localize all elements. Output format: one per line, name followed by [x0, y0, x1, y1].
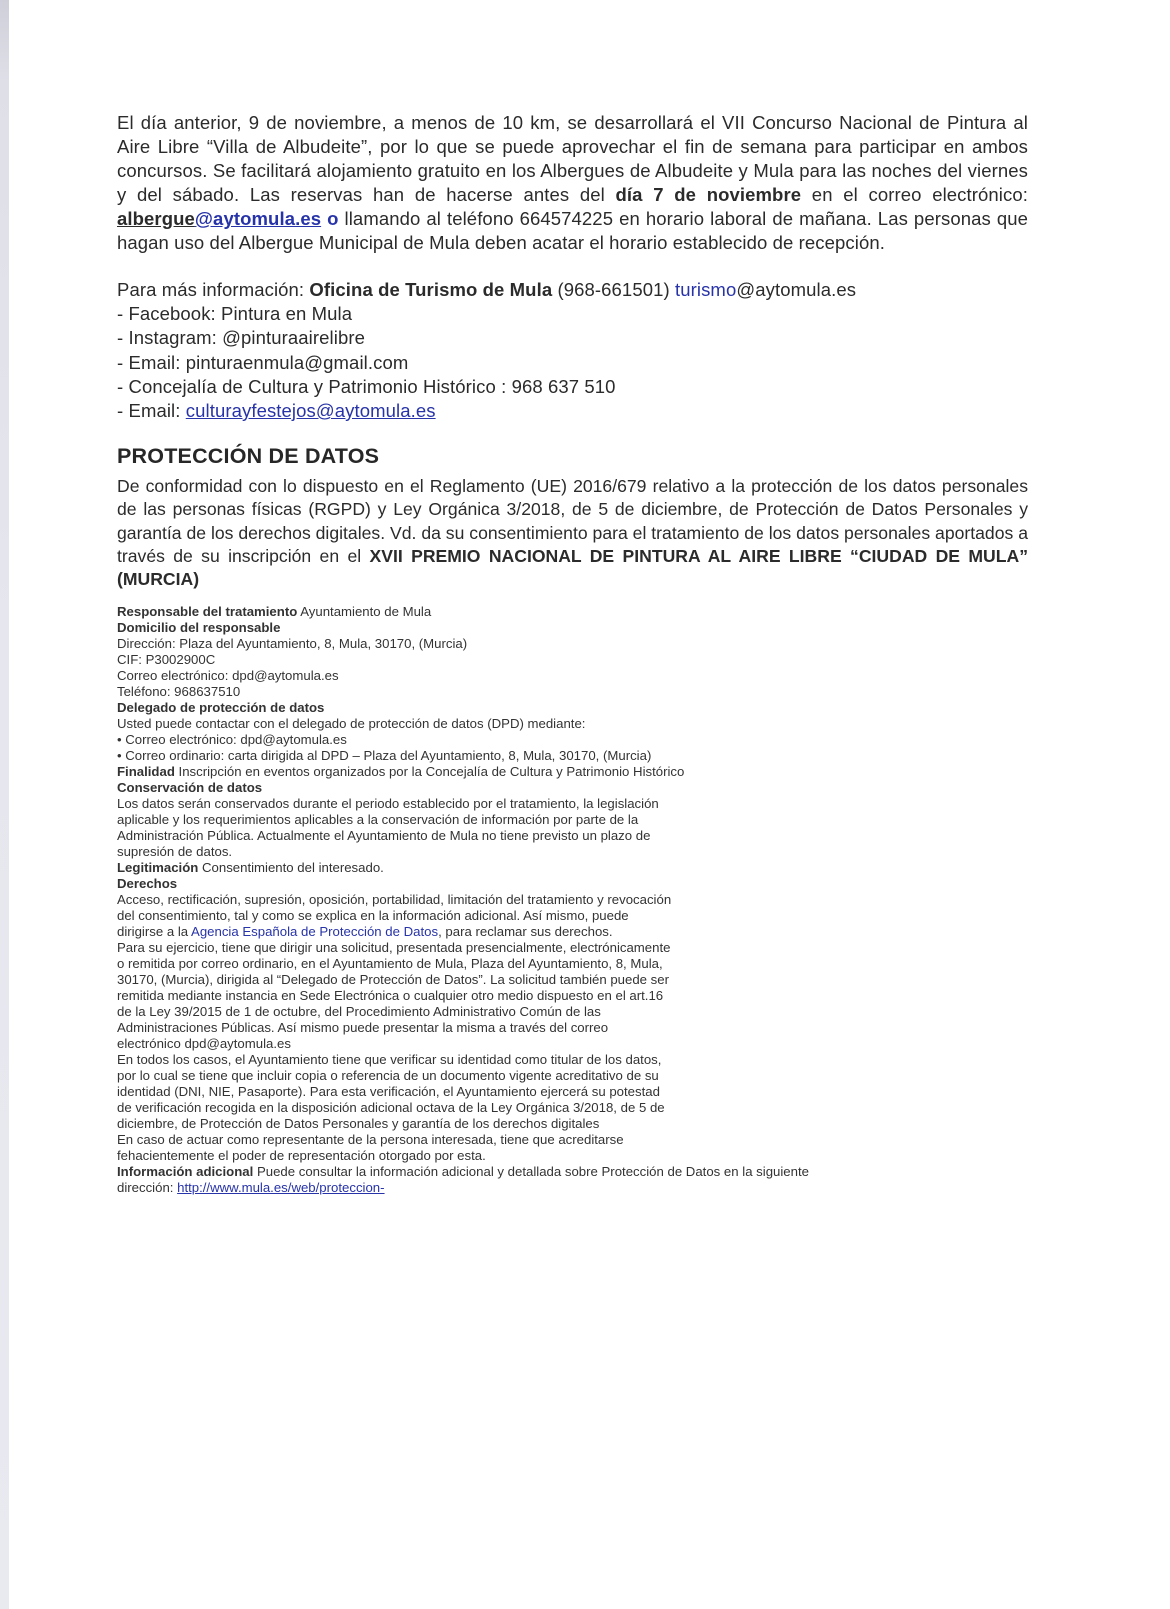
text-run: Administración Pública. Actualmente el Ayuntamiento de Mula no tiene previsto un plazo de	[117, 828, 651, 844]
text-run: Acceso, rectificación, supresión, oposición, portabilidad, limitación del tratamiento y revocación	[117, 892, 672, 908]
text-run: supresión de datos.	[117, 844, 233, 860]
detail-line	[117, 956, 1077, 972]
text-run: - Email:	[117, 400, 186, 422]
text-run: En caso de actuar como representante de la persona interesada, tiene que acreditarse	[117, 1132, 624, 1148]
text-run: - Instagram: @pinturaairelibre	[117, 327, 365, 349]
contact-info-block	[117, 278, 1028, 423]
protection-paragraph	[117, 475, 1028, 591]
detail-line	[117, 924, 1077, 940]
detail-line	[117, 988, 1077, 1004]
detail-line	[117, 796, 1077, 812]
text-run: Puede consultar la información adicional y detallada sobre Protección de Datos en la siguiente	[253, 1164, 809, 1180]
detail-line	[117, 1052, 1077, 1068]
text-run: En todos los casos, el Ayuntamiento tiene que verificar su identidad como titular de los datos,	[117, 1052, 662, 1068]
text-run: Legitimación	[117, 860, 199, 876]
detail-line	[117, 1100, 1077, 1116]
text-run: fehacientemente el poder de representación otorgado por esta.	[117, 1148, 486, 1164]
o-link-text[interactable]: o	[327, 208, 339, 229]
text-run: Información adicional	[117, 1164, 254, 1180]
albergue-email-link[interactable]: @aytomula.es	[194, 208, 322, 229]
text-run: 30170, (Murcia), dirigida al “Delegado de Protección de Datos”. La solicitud también puede ser	[117, 972, 669, 988]
text-run: de verificación recogida en la disposición adicional octava de la Ley Orgánica 3/2018, de 5 de	[117, 1100, 665, 1116]
info-line	[117, 399, 1028, 423]
text-run: por lo cual se tiene que incluir copia o referencia de un documento vigente acreditativo de su	[117, 1068, 659, 1084]
detail-line	[117, 1164, 1077, 1180]
text-run: llamando al teléfono 664574225 en horario laboral de mañana. Las personas que hagan uso del Albergue Municipal de Mula deben acatar el horario establecido de recepción.	[117, 208, 1028, 253]
detail-line	[117, 652, 1077, 668]
text-run: Domicilio del responsable	[117, 620, 281, 636]
text-run: Oficina de Turismo de Mula	[309, 279, 553, 300]
text-run: en el correo electrónico:	[801, 184, 1029, 205]
info-line	[117, 326, 1028, 350]
text-run: De conformidad con lo dispuesto en el Reglamento (UE) 2016/679 relativo a la protección de los datos personales de las personas físicas (RGPD) y Ley Orgánica 3/2018, de 5 de diciembre, de Protección de Datos Personales y garantía de los derechos digitales. Vd. da su consentimiento para el tratamiento de los datos personales aportados a través de su inscripción en el	[117, 476, 1028, 566]
text-run: Derechos	[117, 876, 178, 892]
detail-line	[117, 684, 1077, 700]
detail-line	[117, 604, 1077, 620]
detail-line	[117, 908, 1077, 924]
text-run: Conservación de datos	[117, 780, 263, 796]
text-run: Delegado de protección de datos	[117, 700, 325, 716]
text-run: • Correo electrónico: dpd@aytomula.es	[117, 732, 347, 748]
text-run: @aytomula.es	[736, 279, 857, 300]
detail-line	[117, 876, 1077, 892]
protection-heading: PROTECCIÓN DE DATOS	[117, 444, 380, 469]
detail-line	[117, 844, 1077, 860]
detail-line	[117, 1148, 1077, 1164]
text-run: Usted puede contactar con el delegado de protección de datos (DPD) mediante:	[117, 716, 586, 732]
text-run: Administraciones Públicas. Así mismo puede presentar la misma a través del correo	[117, 1020, 609, 1036]
detail-line	[117, 764, 1077, 780]
detail-line	[117, 828, 1077, 844]
text-run: dirección:	[117, 1180, 178, 1196]
text-run: Teléfono: 968637510	[117, 684, 241, 700]
text-run: • Correo ordinario: carta dirigida al DPD – Plaza del Ayuntamiento, 8, Mula, 30170, (Murcia)	[117, 748, 652, 764]
text-run: Correo electrónico: dpd@aytomula.es	[117, 668, 339, 684]
detail-line	[117, 668, 1077, 684]
text-run: Responsable del tratamiento	[117, 604, 298, 620]
detail-line	[117, 812, 1077, 828]
text-run: diciembre, de Protección de Datos Personales y garantía de los derechos digitales	[117, 1116, 600, 1132]
detail-line	[117, 1036, 1077, 1052]
page-content	[117, 0, 1028, 1196]
detail-line	[117, 972, 1077, 988]
text-run: remitida mediante instancia en Sede Electrónica o cualquier otro medio dispuesto en el art.16	[117, 988, 664, 1004]
detail-line	[117, 732, 1077, 748]
detail-line	[117, 940, 1077, 956]
text-run: (968-661501)	[552, 279, 675, 300]
albergue-email-link[interactable]: albergue	[117, 208, 195, 229]
text-run: Para más información:	[117, 279, 310, 300]
detail-line	[117, 636, 1077, 652]
detail-line	[117, 1068, 1077, 1084]
text-run: de la Ley 39/2015 de 1 de octubre, del Procedimiento Administrativo Común de las	[117, 1004, 601, 1020]
text-run: - Email: pinturaenmula@gmail.com	[117, 351, 409, 373]
text-run: Inscripción en eventos organizados por la Concejalía de Cultura y Patrimonio Histórico	[174, 764, 685, 780]
text-run: - Concejalía de Cultura y Patrimonio Histórico : 968 637 510	[117, 375, 616, 397]
text-run: Ayuntamiento de Mula	[297, 604, 432, 620]
detail-line	[117, 1084, 1077, 1100]
info-line	[117, 375, 1028, 399]
text-run: Los datos serán conservados durante el periodo establecido por el tratamiento, la legislación	[117, 796, 659, 812]
detail-line	[117, 700, 1077, 716]
detail-line	[117, 1116, 1077, 1132]
text-run: Consentimiento del interesado.	[198, 860, 384, 876]
text-run: El día anterior, 9 de noviembre, a menos de 10 km, se desarrollará el VII Concurso Nacional de Pintura al Aire Libre “Villa de Albudeite”, por lo que se puede aprovechar el fin de semana para participar en ambos concursos. Se facilitará alojamiento gratuito en los Albergues de Albudeite y Mula para las noches del viernes y del sábado. Las reservas han de hacerse antes del	[117, 112, 1028, 205]
text-run: día 7 de noviembre	[615, 184, 802, 205]
detail-line	[117, 1132, 1077, 1148]
culturayfestejos-email-link[interactable]: culturayfestejos@aytomula.es	[185, 400, 436, 422]
detail-line	[117, 1004, 1077, 1020]
mula-privacy-url-link[interactable]: http://www.mula.es/web/proteccion-	[177, 1180, 385, 1196]
text-run: dirigirse a la	[117, 924, 192, 940]
detail-line	[117, 748, 1077, 764]
text-run: identidad (DNI, NIE, Pasaporte). Para esta verificación, el Ayuntamiento ejercerá su potestad	[117, 1084, 660, 1100]
text-run: - Facebook: Pintura en Mula	[117, 303, 353, 325]
info-line	[117, 351, 1028, 375]
detail-line	[117, 716, 1077, 732]
intro-paragraph	[117, 111, 1028, 255]
text-run: del consentimiento, tal y como se explica en la información adicional. Así mismo, puede	[117, 908, 629, 924]
detail-line	[117, 780, 1077, 796]
text-run: CIF: P3002900C	[117, 652, 216, 668]
text-run: , para reclamar sus derechos.	[438, 924, 613, 940]
contact-info-lead	[117, 278, 1028, 302]
text-run: Dirección: Plaza del Ayuntamiento, 8, Mula, 30170, (Murcia)	[117, 636, 468, 652]
detail-line	[117, 1180, 1077, 1196]
aepd-link[interactable]: Agencia Española de Protección de Datos	[191, 924, 439, 940]
detail-line	[117, 620, 1077, 636]
text-run: aplicable y los requerimientos aplicables a la conservación de información por parte de la	[117, 812, 639, 828]
detail-line	[117, 892, 1077, 908]
text-run: Finalidad	[117, 764, 175, 780]
privacy-details-block	[117, 604, 1077, 1196]
info-line	[117, 302, 1028, 326]
turismo-email-link[interactable]: turismo	[674, 279, 737, 300]
detail-line	[117, 860, 1077, 876]
text-run: Para su ejercicio, tiene que dirigir una solicitud, presentada presencialmente, electrónicamente	[117, 940, 671, 956]
contact-info-list	[117, 302, 1028, 423]
detail-line	[117, 1020, 1077, 1036]
scan-edge-strip	[0, 0, 9, 1609]
text-run: o remitida por correo ordinario, en el Ayuntamiento de Mula, Plaza del Ayuntamiento, 8, Mula,	[117, 956, 663, 972]
text-run: electrónico dpd@aytomula.es	[117, 1036, 291, 1052]
text-run: XVII PREMIO NACIONAL DE PINTURA AL AIRE LIBRE “CIUDAD DE MULA” (MURCIA)	[117, 545, 1028, 590]
